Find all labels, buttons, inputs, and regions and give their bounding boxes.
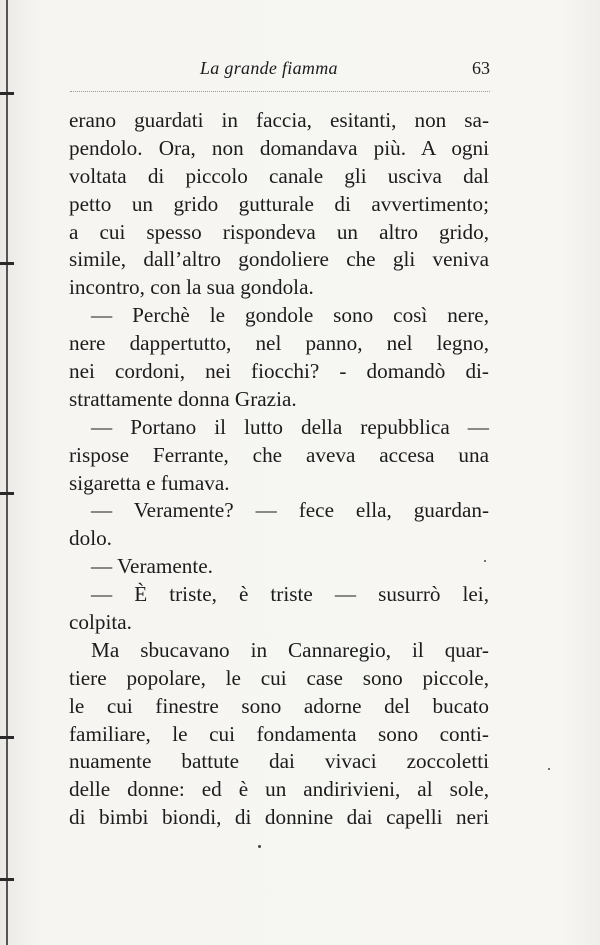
page-header [70,58,490,84]
paper-speck [484,560,486,562]
text-line: familiare, le cui fondamenta sono conti- [69,721,489,746]
header-rule [70,91,490,93]
binding-mark [0,878,14,881]
text-line: colpita. [69,610,132,635]
text-line: di bimbi biondi, di donnine dai capelli neri [69,805,489,830]
text-line: — Perchè le gondole sono così nere, [91,303,489,328]
text-line: — Veramente. [91,554,213,579]
binding-mark [0,92,14,95]
text-line: dolo. [69,526,112,551]
paper-speck [258,845,261,848]
binding-edge [6,0,8,945]
text-line: incontro, con la sua gondola. [69,275,314,300]
binding-mark [0,492,14,495]
text-line: nei cordoni, nei fiocchi? - domandò di- [69,359,489,384]
text-line: — Portano il lutto della repubblica — [91,414,489,439]
text-line: strattamente donna Grazia. [69,386,297,411]
text-line: — Veramente? — fece ella, guardan- [91,498,489,523]
text-line: nere dappertutto, nel panno, nel legno, [69,331,489,356]
text-line: tiere popolare, le cui case sono piccole, [69,665,489,690]
body-text [69,107,489,832]
text-line: erano guardati in faccia, esitanti, non sa- [69,108,489,132]
text-line: rispose Ferrante, che aveva accesa una [69,442,489,467]
text-line: a cui spesso rispondeva un altro grido, [69,219,489,244]
running-title: La grande fiamma [200,58,338,78]
text-line: nuamente battute dai vivaci zoccoletti [69,749,489,774]
text-line: — È triste, è triste — susurrò lei, [91,582,489,607]
text-line: Ma sbucavano in Cannaregio, il quar- [91,637,489,662]
text-line: petto un grido gutturale di avvertimento; [69,191,489,216]
text-line: sigaretta e fumava. [69,470,230,495]
text-line: delle donne: ed è un andirivieni, al sole, [69,777,489,802]
paper-speck [548,768,550,770]
text-line: pendolo. Ora, non domandava più. A ogni [69,135,489,160]
text-line: simile, dall’altro gondoliere che gli veniva [69,247,489,272]
text-line: le cui finestre sono adorne del bucato [69,693,489,718]
text-line: voltata di piccolo canale gli usciva dal [69,163,489,188]
page-number: 63 [472,58,490,78]
binding-mark [0,736,14,739]
binding-mark [0,262,14,265]
